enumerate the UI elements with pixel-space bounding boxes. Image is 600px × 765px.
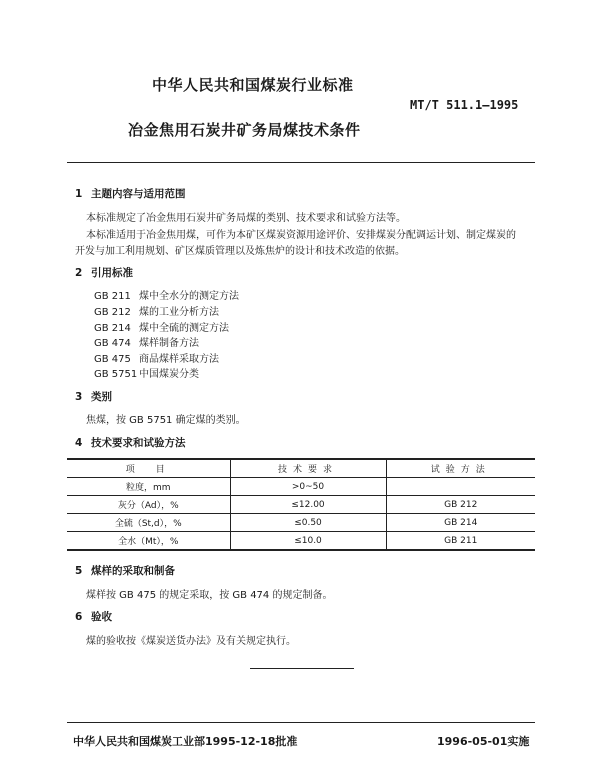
reference-name: 煤中全水分的测定方法 xyxy=(139,291,239,302)
section-4-heading xyxy=(75,435,186,450)
implementation-date: 1996-05-01实施 xyxy=(437,735,530,748)
issuing-body-title: 中华人民共和国煤炭行业标准 xyxy=(152,76,354,94)
section-2-heading xyxy=(75,265,133,280)
reference-item xyxy=(94,287,239,302)
reference-item xyxy=(94,334,199,349)
section-number: 4 xyxy=(75,437,83,449)
approval-line: 中华人民共和国煤炭工业部1995-12-18批准 xyxy=(73,735,298,748)
column-header-method: 试验方法 xyxy=(386,459,535,478)
table-cell: 全水（Mt），% xyxy=(67,532,230,551)
table-row xyxy=(67,478,535,496)
section-1-paragraph-1: 本标准规定了冶金焦用石炭井矿务局煤的类别、技术要求和试验方法等。 xyxy=(86,213,406,224)
footer-divider xyxy=(67,722,535,723)
section-6-paragraph: 煤的验收按《煤炭送货办法》及有关规定执行。 xyxy=(86,636,296,647)
section-title: 类别 xyxy=(91,391,112,403)
table-cell: 粒度，mm xyxy=(67,478,230,496)
reference-name: 中国煤炭分类 xyxy=(139,369,199,380)
reference-item xyxy=(94,365,199,380)
reference-code: GB 5751 xyxy=(94,369,138,380)
section-3-paragraph: 焦煤，按 GB 5751 确定煤的类别。 xyxy=(86,415,246,426)
section-5-heading xyxy=(75,563,175,578)
reference-name: 煤的工业分析方法 xyxy=(139,307,219,318)
section-title: 主题内容与适用范围 xyxy=(91,188,186,200)
table-cell: 灰分（Ad），% xyxy=(67,496,230,514)
column-header-requirement: 技术要求 xyxy=(230,459,386,478)
section-number: 5 xyxy=(75,565,83,577)
end-of-text-rule xyxy=(250,668,354,669)
standard-code: MT/T 511.1—1995 xyxy=(410,98,519,112)
table-cell: >0~50 xyxy=(230,478,386,496)
table-row xyxy=(67,514,535,532)
document-title: 冶金焦用石炭井矿务局煤技术条件 xyxy=(128,121,361,139)
section-number: 2 xyxy=(75,267,83,279)
section-1-heading xyxy=(75,186,186,201)
column-header-item: 项 目 xyxy=(67,459,230,478)
table-cell: GB 212 xyxy=(386,496,535,514)
header-divider xyxy=(67,162,535,163)
section-title: 煤样的采取和制备 xyxy=(91,565,175,577)
reference-name: 煤样制备方法 xyxy=(139,338,199,349)
section-number: 1 xyxy=(75,188,83,200)
table-cell: 全硫（St,d），% xyxy=(67,514,230,532)
reference-code: GB 211 xyxy=(94,291,131,302)
reference-item xyxy=(94,350,219,365)
reference-code: GB 475 xyxy=(94,354,131,365)
reference-name: 煤中全硫的测定方法 xyxy=(139,323,229,334)
section-number: 3 xyxy=(75,391,83,403)
section-title: 引用标准 xyxy=(91,267,133,279)
table-cell: ≤12.00 xyxy=(230,496,386,514)
specification-table xyxy=(67,458,535,551)
table-cell: GB 211 xyxy=(386,532,535,551)
table-cell: GB 214 xyxy=(386,514,535,532)
table-cell: ≤10.0 xyxy=(230,532,386,551)
reference-item xyxy=(94,319,229,334)
section-5-paragraph: 煤样按 GB 475 的规定采取，按 GB 474 的规定制备。 xyxy=(86,590,333,601)
section-title: 技术要求和试验方法 xyxy=(91,437,186,449)
reference-item xyxy=(94,303,219,318)
section-1-paragraph-2-cont: 开发与加工利用规划、矿区煤质管理以及炼焦炉的设计和技术改造的依据。 xyxy=(75,246,405,257)
reference-code: GB 214 xyxy=(94,323,131,334)
reference-name: 商品煤样采取方法 xyxy=(139,354,219,365)
section-number: 6 xyxy=(75,611,83,623)
table-cell xyxy=(386,478,535,496)
reference-code: GB 474 xyxy=(94,338,131,349)
table-header-row xyxy=(67,459,535,478)
reference-code: GB 212 xyxy=(94,307,131,318)
section-1-paragraph-2: 本标准适用于冶金焦用煤，可作为本矿区煤炭资源用途评价、安排煤炭分配调运计划、制定煤炭的 xyxy=(86,230,516,241)
section-title: 验收 xyxy=(91,611,112,623)
section-6-heading xyxy=(75,609,112,624)
table-cell: ≤0.50 xyxy=(230,514,386,532)
section-3-heading xyxy=(75,389,112,404)
table-row xyxy=(67,496,535,514)
table-row xyxy=(67,532,535,551)
